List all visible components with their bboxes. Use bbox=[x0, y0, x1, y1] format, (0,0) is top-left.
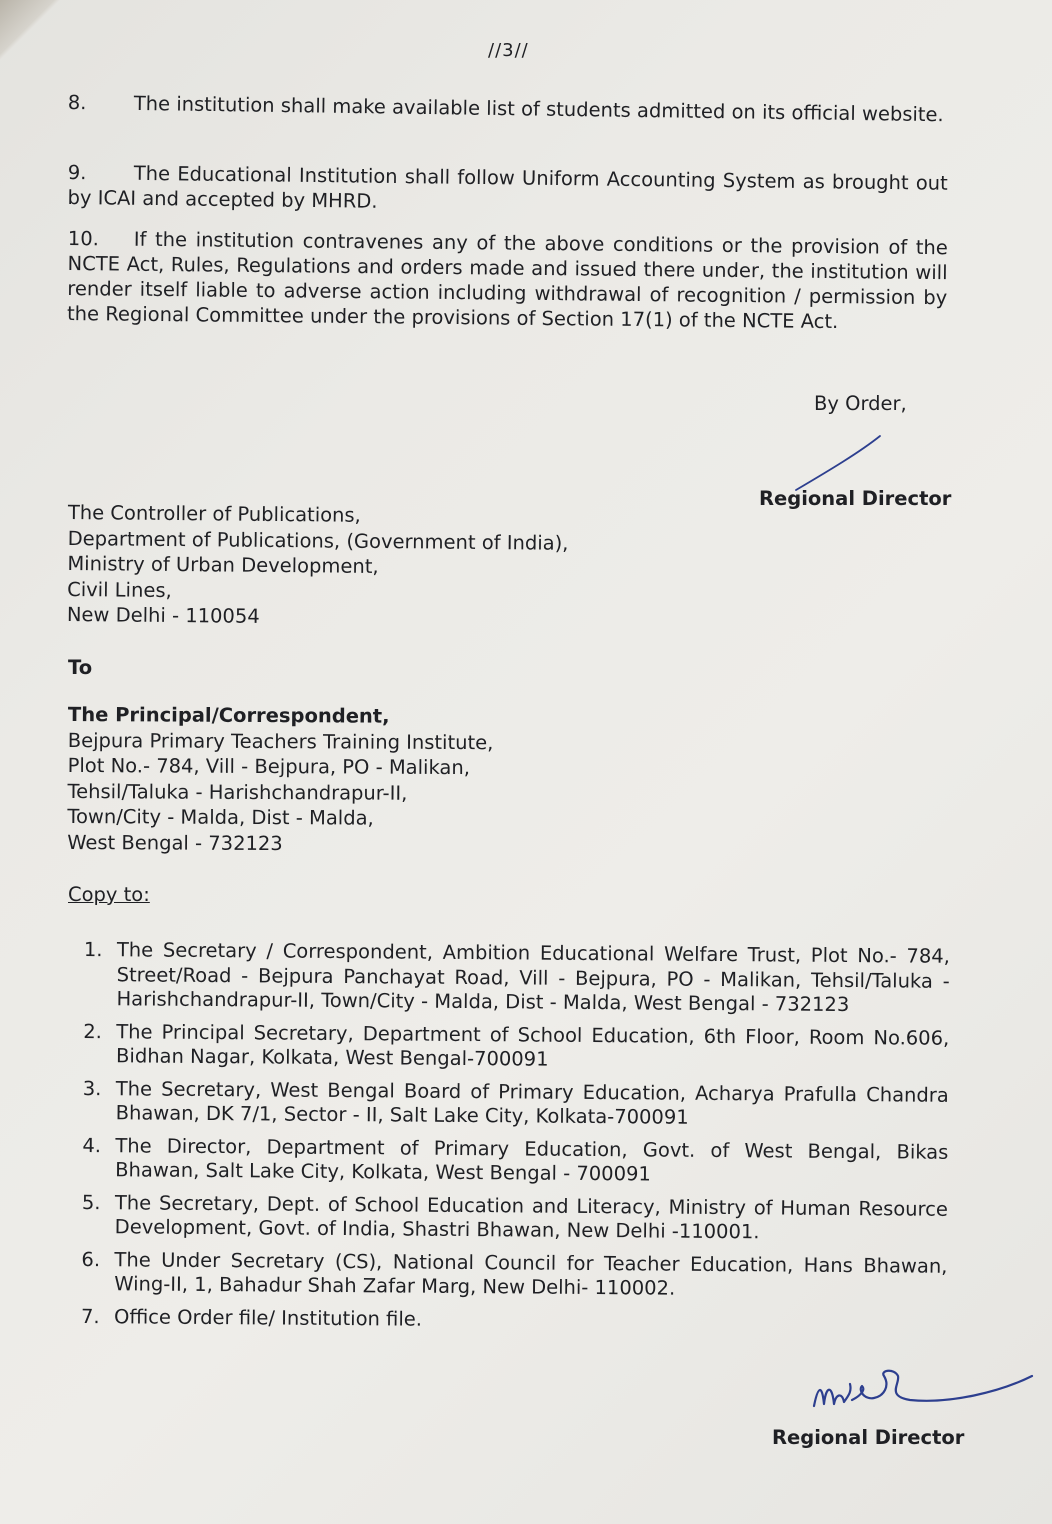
paragraph-number: 9. bbox=[67, 160, 87, 185]
address-line: Plot No.- 784, Vill - Bejpura, PO - Malikan, bbox=[67, 753, 471, 780]
address-line: Bejpura Primary Teachers Training Institute, bbox=[67, 728, 494, 754]
item-number: 5. bbox=[81, 1190, 101, 1214]
to-label: To bbox=[68, 656, 93, 679]
paragraph-8 bbox=[68, 90, 948, 127]
recipient-address bbox=[67, 702, 493, 857]
list-item bbox=[83, 938, 950, 1018]
address-line: Ministry of Urban Development, bbox=[67, 551, 379, 578]
signature-stroke-icon bbox=[790, 432, 890, 494]
address-line: Department of Publications, (Government of India), bbox=[67, 526, 569, 555]
recipient-heading: The Principal/Correspondent, bbox=[67, 703, 390, 728]
item-text: Office Order file/ Institution file. bbox=[113, 1304, 423, 1331]
item-number: 7. bbox=[80, 1304, 100, 1328]
address-line: The Controller of Publications, bbox=[67, 500, 361, 527]
list-item bbox=[83, 1076, 949, 1132]
item-text: The Principal Secretary, Department of School Education, 6th Floor, Room No.606, Bidhan Nagar, Kolkata, West Bengal-700091 bbox=[115, 1019, 950, 1071]
address-line: Town/City - Malda, Dist - Malda, bbox=[67, 804, 374, 830]
address-line: West Bengal - 732123 bbox=[67, 830, 283, 855]
copy-to-heading: Copy to: bbox=[68, 883, 150, 906]
paragraph-10 bbox=[67, 226, 948, 335]
regional-director-title: Regional Director bbox=[772, 1426, 965, 1449]
paragraph-number: 10. bbox=[67, 226, 100, 251]
item-text: The Under Secretary (CS), National Council for Teacher Education, Hans Bhawan, Wing-II, 1, Bahadur Shah Zafar Marg, New Delhi- 110002. bbox=[114, 1247, 948, 1300]
folded-corner bbox=[0, 0, 60, 60]
list-item bbox=[82, 1190, 948, 1246]
list-item bbox=[81, 1304, 947, 1335]
item-text: The Secretary, West Bengal Board of Primary Education, Acharya Prafulla Chandra Bhawan, DK 7/1, Sector - II, Salt Lake City, Kolkata-700091 bbox=[115, 1076, 949, 1129]
copy-to-list bbox=[81, 938, 950, 1344]
page-number: //3// bbox=[488, 40, 529, 61]
item-text: The Secretary, Dept. of School Education and Literacy, Ministry of Human Resource Development, Govt. of India, Shastri Bhawan, New Delhi -110001. bbox=[114, 1190, 948, 1244]
paragraph-text: The Educational Institution shall follow Uniform Accounting System as brought out by ICAI and accepted by MHRD. bbox=[67, 161, 948, 213]
item-number: 4. bbox=[82, 1133, 102, 1157]
address-line: Tehsil/Taluka - Harishchandrapur-II, bbox=[67, 779, 408, 805]
list-item bbox=[83, 1019, 949, 1075]
item-number: 3. bbox=[82, 1076, 102, 1100]
by-order-text: By Order, bbox=[814, 392, 907, 415]
item-text: The Director, Department of Primary Education, Govt. of West Bengal, Bikas Bhawan, Salt Lake City, Kolkata, West Bengal - 700091 bbox=[115, 1133, 949, 1186]
list-item bbox=[81, 1247, 947, 1303]
handwritten-signature-icon bbox=[800, 1356, 1040, 1426]
paragraph-text: The institution shall make available list of students admitted on its official website. bbox=[133, 91, 944, 127]
regional-director-title: Regional Director bbox=[759, 487, 952, 510]
paragraph-number: 8. bbox=[67, 90, 87, 115]
list-item bbox=[82, 1133, 948, 1189]
item-text: The Secretary / Correspondent, Ambition Educational Welfare Trust, Plot No.- 784, Street/Road - Bejpura Panchayat Road, Vill - Bejpura, PO - Malikan, Tehsil/Taluka - Harishchandrapur-II, Town/City - Malda, Dist - Malda, West Bengal - 732123 bbox=[116, 938, 950, 1017]
item-number: 6. bbox=[81, 1247, 101, 1271]
paragraph-text: If the institution contravenes any of the above conditions or the provision of the NCTE Act, Rules, Regulations and orders made and issued there under, the institution will render itself liable to adverse action including withdrawal of recognition / permission by the Regional Committee under the provisions of Section 17(1) of the NCTE Act. bbox=[66, 227, 948, 334]
item-number: 1. bbox=[83, 938, 103, 962]
controller-address bbox=[67, 500, 569, 632]
address-line: Civil Lines, bbox=[67, 577, 172, 602]
item-number: 2. bbox=[83, 1019, 102, 1043]
paragraph-9 bbox=[67, 160, 948, 221]
address-line: New Delhi - 110054 bbox=[66, 602, 260, 628]
